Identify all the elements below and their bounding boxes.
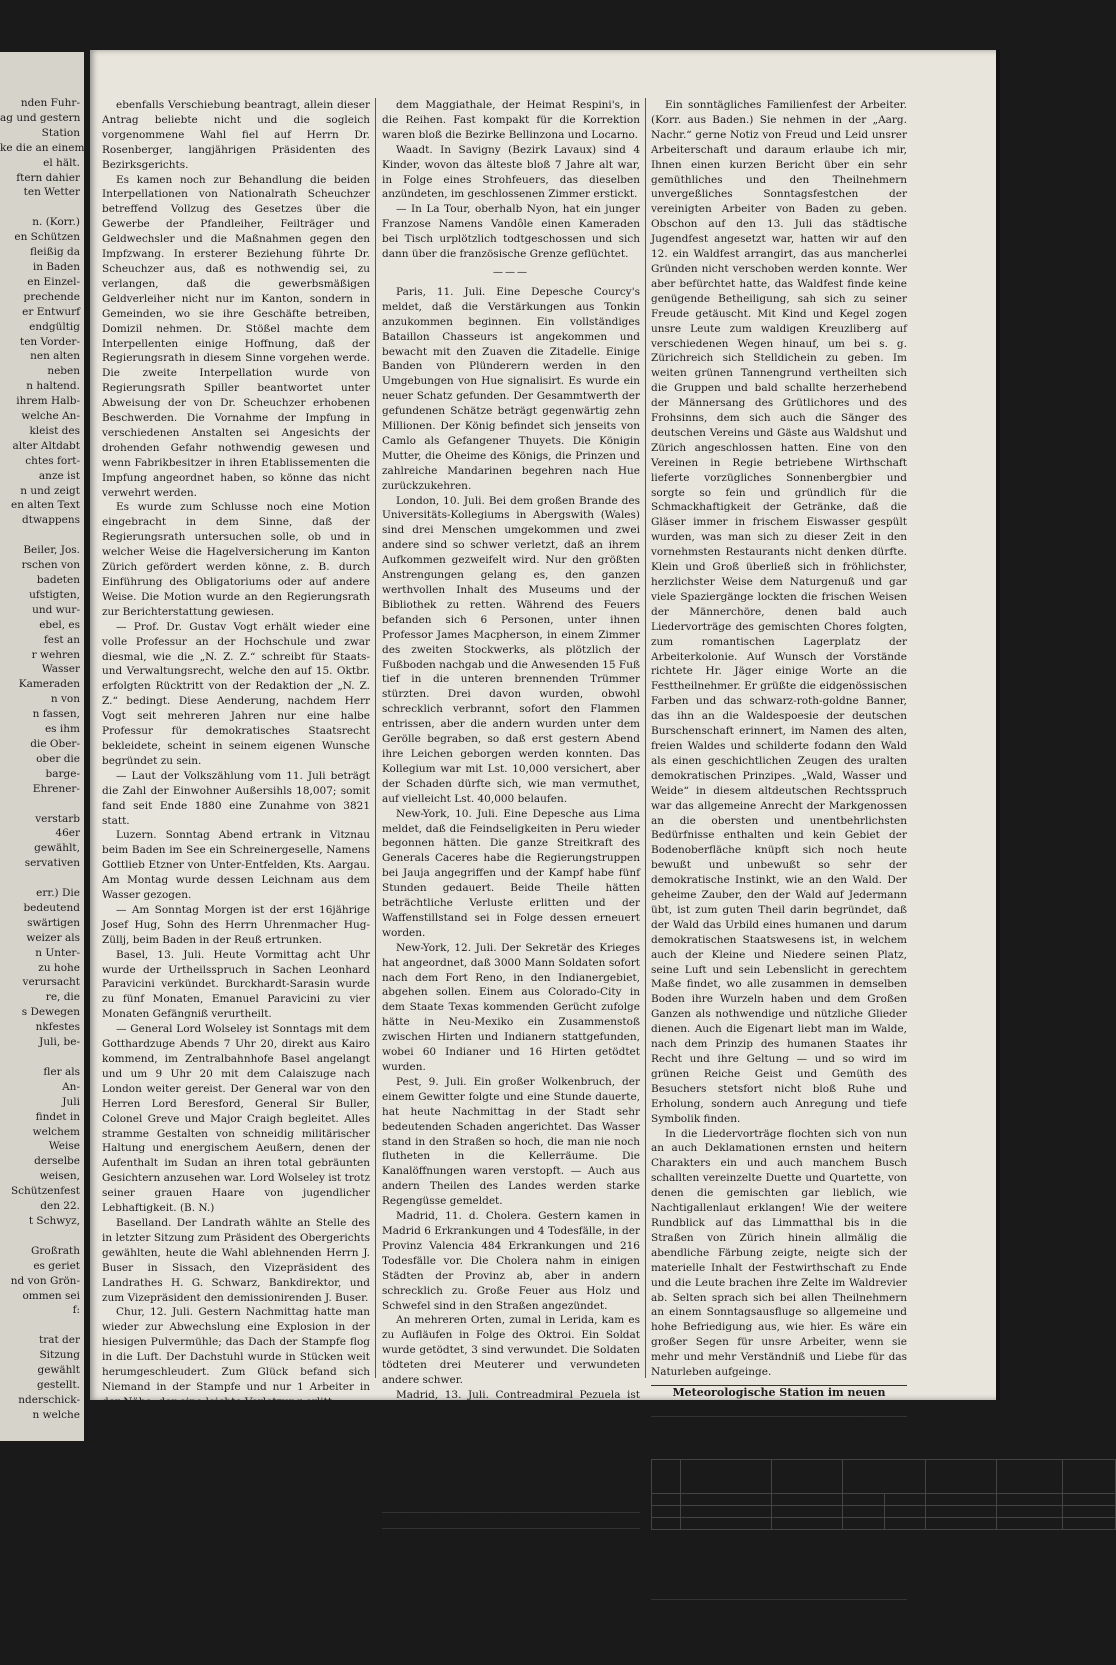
scan-edge	[996, 50, 1000, 1400]
article-paragraph: Es kamen noch zur Behandlung die beiden Interpellationen von Nationalrath Scheuchzer betreffend Vollzug des Gesetzes über die Gewerbe der Pfandleiher, Feilträger und Geldwechsler und die Maßnahmen gegen den Impfzwang. In ersterer Beziehung führte Dr. Scheuchzer aus, daß es nothwendig sei, zu verlangen, daß die gewerbsmäßigen Geldverleiher nicht nur im Kanton, sondern in Gemeinden, wo sie ihre Geschäfte betreiben, Domizil nehmen. Dr. Stößel machte dem Interpellenten einige Hoffnung, daß der Regierungsrath in diesem Sinne vorgehen werde. Die zweite Interpellation wurde von Regierungsrath Spiller beantwortet unter Abweisung der von Dr. Scheuchzer erhobenen Beschwerden. Die Vornahme der Impfung in verschiedenen Anstalten sei Angesichts der drohenden Gefahr nothwendig gewesen und wenn Fabrikbesitzer in ihren Etablissementen die Impfung angeordnet haben, so könne das nicht verwehrt werden.	[102, 173, 370, 499]
meteo-cell: 14.	[652, 1518, 681, 1530]
left-fragment-line: verstarb	[35, 812, 80, 825]
left-fragment-line: den 22.	[40, 1200, 80, 1213]
meteo-cell: 57	[997, 1518, 1062, 1530]
article-paragraph: — Am Sonntag Morgen ist der erst 16jährige Josef Hug, Sohn des Herrn Uhrenmacher Hug-Züllj, beim Baden in der Reuß ertrunken.	[102, 903, 370, 946]
article-paragraph: Madrid, 13. Juli. Contreadmiral Pezuela ist zum Marineminister und General Villaverde, der Civilgouverneur von Madrid, zum Minister des Innern ernannt worden. — Gestern sind in Spanien an der Cholera 1197 Erkrankungen und 588 Todesfälle vorgekommen, von letzteren 6 in Madrid, 109 in der Provinz Murcia und 296 in der Provinz Valencia.	[382, 1388, 640, 1506]
column-rule	[375, 98, 376, 1378]
meteo-cell: l.bwlkt	[1062, 1518, 1116, 1530]
left-fragment-line: fler als	[43, 1065, 80, 1078]
left-fragment-line: n von	[50, 693, 80, 706]
article-paragraph: Madrid, 11. d. Cholera. Gestern kamen in Madrid 6 Erkrankungen und 4 Todesfälle, in der Provinz Valencia 484 Erkrankungen und 216 Todesfälle vor. Die Cholera nahm in einigen Städten der Provinz ab, aber in andern schrecklich zu. Große Feuer aus Holz und Schwefel sind in den Straßen angezündet.	[382, 1210, 640, 1312]
meteo-column-header: Thermometer	[772, 1460, 843, 1494]
left-fragment-line: anze ist	[38, 469, 80, 482]
meteo-cell: 734,8	[843, 1506, 885, 1518]
left-fragment-line: re, die	[45, 991, 80, 1004]
left-fragment-line: n fassen,	[32, 708, 80, 721]
article-paragraph: — General Lord Wolseley ist Sonntags mit dem Gotthardzuge Abends 7 Uhr 20, direkt aus Kairo kommend, im Zentralbahnhofe Basel angelangt und um 9 Uhr 20 mit dem Calaiszuge nach London weiter gereist. Der General war von den Herren Lord Beresford, General Sir Buller, Colonel Greve und Major Craigh begleitet. Alles stramme Gestalten von schneidig militärischer Haltung und energischem Aeußern, denen der Aufenthalt im Sudan an ihren total gebräunten Gesichtern anzusehen war. Lord Wolseley ist trotz seiner grauen Haare von jugendlicher Lebhaftigkeit. (B. N.)	[102, 1023, 370, 1215]
left-fragment-line: Ehrener-	[32, 782, 80, 795]
left-fragment-line: ten Vorder-	[20, 335, 80, 348]
article-paragraph: Luzern. Sonntag Abend ertrank in Vitznau beim Baden im See ein Schreinergeselle, Namens Gottlieb Etzner von Unter-Entfelden, Kts. Aargau. Am Montag wurde dessen Leichnam aus dem Wasser gezogen.	[102, 829, 370, 902]
left-fragment-line: ebel, es	[39, 618, 80, 631]
article-paragraph: Bellinzona, 13. Juli. Die Gegner des Spezialgesetzes betreffend Eindämmung des Tessin fiebern überall den mit ca. 3600 Stimmen Mehr errungenen Sieg. Neben den beinahe einstimmigen Bezirken Mendrisio und Lugano stellten sich auch sehr zahlreiche Minoritäten aus den Thälern Leventina, Blenio und Riviera ein, selbst aus	[102, 1470, 370, 1587]
article-paragraph: Ein sonntägliches Familienfest der Arbeiter. (Korr. aus Baden.) Sie nehmen in der „Aarg. Nachr.“ gerne Notiz von Freud und Leid unsrer Arbeiterschaft und daraum erlaube ich mir, Ihnen einen kurzen Bericht über ein sehr gemüthliches und den Theilnehmern unvergeßliches Sonntagsfestchen der vereinigten Arbeiter von Baden zu geben. Obschon auf den 13. Juli das städtische Jugendfest angesetzt war, hatten wir auf den 12. ein Waldfest arrangirt, das aus mancherlei Gründen nicht verschoben werden konnte. Wer aber befürchtet hatte, das Waldfest finde keine genügende Betheiligung, sah sich zu seiner Freude getäuscht. Mit Kind und Kegel zogen unsre Leute zum waldigen Kreuzliberg auf verschiedenen Wegen hinauf, um bei s. g. Zürichreich sich Stelldichein zu geben. Im weiten grünen Tannengrund vertheilten sich die Gruppen und bald schallte herzerhebend der Männersang des Grütlichores und des Frohsinns, dem sich auch die Sänger des deutschen Vereins und Gäste aus Waldshut und Zürich angeschlossen hatten. Eine von den Vereinen in Regie betriebene Wirthschaft lieferte vorzügliches Sonnenbergbier und sorgte so fein und gründlich für die Schmackhaftigkeit der Getränke, daß die Gläser immer in frischem Eiswasser gespült wurden, was man sich zu dieser Zeit in den vornehmsten Restaurants nicht denken dürfte. Klein und Groß überließ sich in fröhlichster, herzlichster Weise dem Naturgenuß und gar viele Spaziergänge lockten die frischen Weisen der Männerchöre, denen bald auch Liedervorträge des gemischten Chores folgten, zum romantischen Lagerplatz der Arbeiterkolonie. Auf Wunsch der Vorstände richtete Hr. Jäger einige Worte an die Festtheilnehmer. Er grüßte die eidgenössischen Farben und das schwarz-roth-goldne Banner, das ihn an die Waldespoesie der deutschen Burschenschaft erinnert, im Namen des alten, freien Waldes und schilderte fodann den Wald als einen geschichtlichen Zeugen des uralten demokratischen Prinzipes. „Wald, Wasser und Weide“ in diesem altdeutschen Rechtsspruch war das allgemeine Anrecht der Markgenossen an die obersten und unentbehrlichsten Bedürfnisse enthalten und kein Gebiet der Bodenoberfläche knüpft sich noch heute bewußt und unbewußt so sehr der demokratische Instinkt, wie an den Wald. Der geheime Zauber, den der Wald auf Jedermann übt, ist zum guten Theil darin begründet, daß der Wald das Urbild eines humanen und darum demokratischen Staatswesens ist, in welchem auch der Kleine und Niedere seinen Platz, seine Luft und sein Lebenslicht in gerechtem Maße findet, wo alle zusammen in demselben Boden ihre Wurzeln haben und dem Großen Ganzen als nothwendige und nützliche Glieder dienen. Auch die Eigenart liebt man im Walde, nach dem Prinzip des humanen Staates ihr Recht und ihre Geltung — und so wird im grünen Reiche Geist und Gemüth des Besuchers stetsfort nicht bloß Ruhe und Erholung, sondern auch Anregung und tiefe Symbolik finden.	[651, 99, 907, 1125]
article-paragraph: ebenfalls Verschiebung beantragt, allein dieser Antrag beliebte nicht und die sogleich vorgenommene Wahl fiel auf Herrn Dr. Rosenberger, langjährigen Präsidenten des Bezirksgerichts.	[102, 99, 370, 171]
left-fragment-line: prechende	[23, 290, 80, 303]
notice-heading: Ausschreibungen erledigter eidg. Stellen.	[382, 1512, 640, 1529]
left-fragment-line: nderschick-	[18, 1393, 80, 1406]
left-fragment-line: 46er	[55, 827, 80, 840]
left-fragment-line: ommen sei	[22, 1289, 80, 1302]
article-paragraph: Basel, 13. Juli. Heute Vormittag acht Uhr wurde der Urtheilsspruch in Sachen Leonhard Paravicini verkündet. Burckhardt-Sarasin wurde zu fünf Monaten, Emanuel Paravicini zu vier Monaten Gefängniß verurtheilt.	[102, 948, 370, 1021]
left-fragment-line: derselbe	[34, 1155, 80, 1168]
article-paragraph: Baselland. Der Landrath wählte an Stelle des in letzter Sitzung zum Präsident des Obergerichts gewählten, heute die Wahl ablehnenden Herrn J. Buser in Sissach, den Vizepräsident des Landrathes H. G. Schwarz, Bankdirektor, und zum Vizepräsident den demissionirenden J. Buser.	[102, 1216, 370, 1304]
left-fragment-line: r wehren	[31, 648, 80, 661]
left-fragment-line: Juli, be-	[39, 1036, 80, 1049]
column-3	[651, 98, 1114, 1665]
left-fragment-line: swärtigen	[27, 916, 80, 929]
left-fragment-line: en Schützen	[14, 231, 80, 244]
meteo-column-header: Witterung	[1062, 1460, 1116, 1494]
meteo-minimum: Minimum + 16,7° C.	[729, 1570, 829, 1582]
meteo-precipitation: Niederschlag. Gemessen 7 Uhr früh: 0,4 mm.	[651, 1583, 873, 1595]
left-fragment-line: welche An-	[21, 410, 80, 423]
article-paragraph: An mehreren Orten, zumal in Lerida, kam es zu Aufläufen in Folge des Oktroi. Ein Soldat wurde getödtet, 3 sind verwundet. Die Soldaten tödteten drei Meuterer und verwundeten andere schwer.	[382, 1314, 640, 1387]
left-fragment-line: in Baden	[32, 260, 80, 273]
left-fragment-line: Sitzung	[39, 1349, 80, 1362]
column-1	[102, 98, 370, 1589]
left-fragment-line: en Einzel-	[27, 275, 80, 288]
left-fragment-line: er Entwurf	[22, 305, 80, 318]
left-fragment-line: An-	[62, 1080, 80, 1093]
meteo-cell: 763,7	[884, 1518, 926, 1530]
meteo-heading: Meteorologische Station im neuen Quartier zu Aarau.	[651, 1385, 907, 1417]
left-fragment-line: en alten Text	[10, 499, 80, 512]
left-fragment-line: n welche	[32, 1408, 80, 1421]
meteo-column-header: Barometerstand i. mm. Abgel. *Reduz.	[843, 1460, 926, 1494]
article-paragraph: New-York, 12. Juli. Der Sekretär des Krieges hat angeordnet, daß 3000 Mann Soldaten sofort nach dem Fort Reno, in den Indianergebiet, abgehen sollen. Einem aus Colorado-City in dem Staate Texas kommenden Gerücht zufolge hätte in Neu-Mexiko ein Zusammenstoß zwischen Hirten und Indianern stattgefunden, wobei 60 Indianer und 16 Hirten getödtet wurden.	[382, 941, 640, 1073]
left-fragment-line: ftern dahier	[16, 171, 80, 184]
left-fragment-line: endgültig	[29, 320, 80, 333]
left-fragment-line: err.) Die	[36, 887, 80, 900]
left-fragment-line: weizer als	[26, 931, 80, 944]
left-fragment-line: Station	[41, 126, 80, 139]
article-paragraph: Waadt. In Savigny (Bezirk Lavaux) sind 4 Kinder, wovon das älteste bloß 7 Jahre alt war, in Folge eines Strohfeuers, das dieselben anzündeten, im geschlossenen Zimmer erstickt.	[382, 143, 640, 201]
meteo-cell: 731,7	[843, 1518, 885, 1530]
left-fragment-line	[0, 528, 84, 543]
column-2	[382, 98, 640, 1659]
left-fragment-line: gestellt.	[36, 1378, 80, 1391]
paris-observatory-forecast: Muthmaßliche Witterung: Veränderlicher Wind schön; Gewitter; Temperatur wie bisher.	[651, 1615, 907, 1639]
left-page-fragment	[0, 52, 84, 1441]
meteo-row	[652, 1518, 1116, 1530]
left-fragment-line	[0, 1050, 84, 1065]
left-fragment-line: Juli	[62, 1095, 80, 1108]
meteo-cell: Abends 9	[681, 1506, 772, 1518]
meteo-maximum: Beobachtung um 7 Uhr früh: Maximum + 24,9° C.	[651, 1558, 897, 1570]
left-fragment-line: chtes fort-	[25, 454, 80, 467]
left-fragment-line: nkfestes	[35, 1021, 80, 1034]
left-fragment-line: alter Altdabt	[12, 439, 80, 452]
meteo-cell: 730,5	[843, 1494, 885, 1506]
left-fragment-line	[0, 797, 84, 812]
meteo-cell: +19,6	[772, 1518, 843, 1530]
left-fragment-line: Kameraden	[18, 678, 80, 691]
left-fragment-line: nen alten	[30, 350, 80, 363]
meteo-altitude: Meereshöhe des Beobachtungsortes 397,6 m.	[667, 1418, 891, 1430]
meteo-minmax-title: Maximum u. Minimum Thermometer seit 24 Stunden.	[651, 1533, 907, 1557]
left-fragment-line: dtwappens	[22, 514, 80, 527]
article-paragraph: — Laut der Volkszählung vom 11. Juli beträgt die Zahl der Einwohner Außersihls 18,007; somit fand seit Ende 1880 eine Zunahme von 3821 statt.	[102, 769, 370, 827]
left-fragment-line: Beiler, Jos.	[23, 544, 80, 557]
left-fragment-line: rschen von	[21, 559, 80, 572]
meteo-cell: SE₀	[926, 1506, 997, 1518]
left-fragment-line: t Schwyz,	[28, 1214, 80, 1227]
left-fragment-line: es ihm	[44, 723, 80, 736]
left-fragment-line: n Unter-	[35, 946, 80, 959]
aare-temperature-title: Aarwärme vom 12. Juli 1885.	[433, 1630, 589, 1642]
left-fragment-line: n und zeigt	[20, 484, 80, 497]
article-paragraph: London, 10. Juli. Bei dem großen Brande des Universitäts-Kollegiums in Abergswith (Wales) sind drei Menschen umgekommen und zwei andere sind so schwer verletzt, daß an ihrem Aufkommen gezweifelt wird. Nur den größten Anstrengungen gelang es, den ganzen werthvollen Inhalt des Museums und der Bibliothek zu retten. Während des Feuers befanden sich 6 Personen, unter ihnen Professor James Macpherson, in einem Zimmer des zweiten Stockwerks, als plötzlich der Fußboden nachgab und die Anwesenden 15 Fuß tief in die unteren brennenden Trümmer stürzten. Drei davon wurden, obwohl schrecklich verbrannt, sofort den Flammen entrissen, aber die andern wurden unter dem Gerölle begraben, so daß erst gestern Abend ihre Leichen geborgen werden konnten. Das Kollegium war mit Lst. 10,000 versichert, aber der Schaden dürfte sich, wie man vermuthet, auf vielleicht Lst. 40,000 belaufen.	[382, 494, 640, 805]
meteo-row	[652, 1506, 1116, 1518]
article-paragraph: dem Maggiathale, der Heimat Respini's, in die Reihen. Fast kompakt für die Korrektion waren bloß die Bezirke Bellinzona und Locarno.	[382, 99, 640, 141]
left-fragment-line: nd von Grön-	[10, 1274, 80, 1287]
left-fragment-line: barge-	[45, 767, 80, 780]
left-fragment-line: badeten	[36, 574, 80, 586]
left-fragment-line: ober die	[36, 752, 80, 765]
paris-observatory-title: Pariser Observatorium vom 13. Juli 1885.	[651, 1602, 874, 1614]
left-fragment-line: kleist des	[29, 424, 80, 437]
left-fragment-line: f:	[72, 1304, 80, 1317]
left-fragment-line: Großrath	[30, 1244, 80, 1257]
left-fragment-line: weisen,	[39, 1170, 80, 1183]
meteo-cell: Morg. 7	[681, 1518, 772, 1530]
left-fragment-line: el hält.	[43, 156, 80, 169]
meteo-cell: 762,3	[884, 1494, 926, 1506]
left-fragment-line: n. (Korr.)	[32, 216, 80, 229]
meteo-cell: s.bwlkt	[1062, 1506, 1116, 1518]
left-fragment-line: bedeutend	[23, 901, 80, 914]
meteo-column-header: Beobachtungszeit	[681, 1460, 772, 1494]
meteo-column-header: Windrichtung und Stärke	[926, 1460, 997, 1494]
left-fragment-line: zu hohe	[38, 961, 80, 974]
meteo-cell: l.bwlkt	[1062, 1494, 1116, 1506]
meteo-cell: 80	[997, 1506, 1062, 1518]
article-paragraph: Pest, 9. Juli. Ein großer Wolkenbruch, der einem Gewitter folgte und eine Stunde dauerte, hat heute Nachmittag in der Stadt sehr bedeutenden Schaden angerichtet. Das Wasser stand in den Straßen so hoch, die man nie noch flutheten in die Kellerräume. Die Kanalöffnungen waren verstopft. — Auch aus andern Theilen des Landes werden starke Regengüsse gemeldet.	[382, 1075, 640, 1208]
left-fragment-line: Wasser	[41, 663, 80, 676]
left-fragment-line: ke die an einem	[0, 141, 85, 154]
column-rule	[645, 98, 646, 1378]
article-paragraph: New-York, 10. Juli. Eine Depesche aus Lima meldet, daß die Feindseligkeiten in Peru wieder begonnen hätten. Die ganze Streitkraft des Generals Caceres habe die Regierungstruppen bei Jauja angegriffen und der Kampf habe fünf Stunden gedauert. Beide Theile hätten beträchtliche Verluste erlitten und der Waffenstillstand sei in Folge dessen erneuert worden.	[382, 807, 640, 939]
article-paragraph: — Prof. Dr. Gustav Vogt erhält wieder eine volle Professur an der Hochschule und zwar diesmal, wie die „N. Z. Z.“ schreibt für Staats- und Verwaltungsrecht, welche den auf 15. Oktbr. erfolgten Rücktritt von der Redaktion der „N. Z. Z.“ bedingt. Diese Aenderung, nachdem Herr Vogt seit mehreren Jahren nur eine halbe Professur für demokratisches Staatsrecht bekleidete, scheint in seinem eigenen Wunsche begründet zu sein.	[102, 620, 370, 767]
article-paragraph: — In La Tour, oberhalb Nyon, hat ein junger Franzose Namens Vandôle einen Kameraden bei Tisch urplötzlich todtgeschossen und sich dann über die französische Grenze geflüchtet.	[382, 203, 640, 261]
meteo-cell: NW¹/₂	[926, 1494, 997, 1506]
left-fragment-line: fest an	[43, 633, 80, 646]
meteo-table	[651, 1459, 1116, 1530]
left-fragment-line: ten Wetter	[23, 186, 80, 199]
divider: ———	[493, 266, 529, 278]
left-fragment-line: ufstigten,	[29, 588, 80, 601]
meteo-means: Mittlerer Barometerstand 727,8 mm. —Mittlere Jahrestemperatur + 8,2° Cels.	[662, 1431, 896, 1455]
meteo-column-header: Relative Feuchtigkeit	[997, 1460, 1062, 1494]
article-paragraph: In die Liedervorträge flochten sich von nun an auch Deklamationen ernsten und heitern Charakters ein und auch manchem Busch schallten vereinzelte Duette und Quartette, von denen die gemischten gar lieblich, wie Nachtigallenlaut erklangen! Wie der weitere Rundblick auf das Limmatthal bis in die Straßen von Zürich hinein allmälig die abendliche Färbung zeigte, neigte sich der materielle Inhalt der Festwirthschaft zu Ende und die Leute brachen ihre Zelte im Waldrevier ab. Selten sprach sich bei allen Theilnehmern an einem Sonntagsausfluge so allgemeine und hohe Befriedigung aus, wie hier. Es wäre ein großer Segen für unsre Arbeiter, wenn sie mehr und mehr Verständniß und Liebe für das Naturleben aufgeinge.	[651, 1127, 907, 1379]
zurich-forecast-title: Zürcher Witterungsaussichten für den 14. Juli.	[651, 1640, 904, 1652]
newspaper-page	[90, 50, 1114, 1664]
left-fragment-line: n haltend.	[26, 380, 80, 393]
meteo-column-header: 1885 Juli	[652, 1460, 681, 1494]
meteo-cell: 38	[997, 1494, 1062, 1506]
article-paragraph: Paris, 11. Juli. Eine Depesche Courcy's meldet, daß die Verstärkungen aus Tonkin anzukommen beginnen. Ein vollständiges Bataillon Chasseurs ist angekommen und bewacht mit den Zuaven die Zitadelle. Einige Banden von Plünderern werden in den Umgebungen von Hue signalisirt. Es wurde ein neuer Schatz gefunden. Der Gesammtwerth der gefundenen Schätze beträgt gegenwärtig zehn Millionen. Der König befindet sich jenseits von Camlo als Gefangener Thuyets. Die Königin Mutter, die Oheime des Königs, die Prinzen und zahlreiche Mandarinen begehren nach Hue zurückzukehren.	[382, 285, 640, 492]
zurich-forecast-text: Leicht bewölkt, warm, gewitterhaft.	[691, 1652, 867, 1664]
left-fragment-line	[0, 1229, 84, 1244]
left-fragment-line: gewählt,	[34, 842, 80, 855]
left-fragment-line: und wur-	[32, 603, 80, 616]
left-fragment-line: s Dewegen	[21, 1006, 80, 1019]
left-fragment-line: ihrem Halb-	[16, 395, 80, 408]
article-paragraph: Chur, 12. Juli. Gestern Nachmittag hatte man wieder zur Abwechslung eine Explosion in der hiesigen Pulvermühle; das Dach der Stampfe flog in die Luft. Der Dachstuhl wurde in Stücken weit herumgeschleudert. Zum Glück befand sich Niemand in der Stampfe und nur 1 Arbeiter in der Nähe, der eine leichte Verletzung erlitt.	[102, 1306, 370, 1408]
left-fragment-line: es geriet	[33, 1259, 80, 1272]
left-fragment-line: ag und gestern	[0, 111, 81, 124]
left-fragment-line: fleißig da	[30, 246, 80, 259]
left-fragment-line	[0, 200, 84, 215]
meteo-cell: +21,7	[772, 1506, 843, 1518]
left-fragment-line	[0, 1318, 84, 1333]
left-fragment-line: findet in	[35, 1110, 80, 1123]
article-paragraph: Bellinzona, 12. Juli. Mit großer Mehrheit ist das Spezialgesetz betreffend die Tessinkorrektion in der heutigen Volksabstimmung verworfen worden.	[102, 1410, 370, 1468]
left-fragment-line: welchem	[32, 1125, 80, 1138]
left-fragment-line: verursacht	[22, 976, 80, 989]
meteo-cell: 13.	[652, 1494, 681, 1506]
notice-text: Infolge Todesfall ist die Stelle eines Sekretärs des Oberinstruktors der Artillerie mit einer Jahresbesoldung von im Maximum 2800 Fr. neu zu besetzen. Bewerber um diese Stelle haben ihre Anmeldung bis zum 20. d. dem eidgenössischen Militärdepartement einzureichen.	[382, 1531, 640, 1605]
left-fragment-line: gewählt	[37, 1364, 80, 1377]
meteo-cell: 13.	[652, 1506, 681, 1518]
left-fragment-line: Schützenfest	[10, 1185, 80, 1198]
meteo-cell: +24,4	[772, 1494, 843, 1506]
aare-temperature-values: Morgens: 16, Mittags: 17¹/₄, Abends: 17¹/₂° R.	[388, 1644, 634, 1657]
article-paragraph: Es wurde zum Schlusse noch eine Motion eingebracht in dem Sinne, daß der Regierungsrath untersuchen solle, ob und in welcher Weise die Hagelversicherung im Kanton Zürich gefördert werden könne, z. B. durch Einführung des Obligatoriums oder auf andere Weise. Die Motion wurde an den Regierungsrath zur Berichterstattung gewiesen.	[102, 501, 370, 618]
meteo-cell: Mittags.11.	[681, 1494, 772, 1506]
left-fragment-line: trat der	[38, 1334, 80, 1347]
left-fragment-line: neben	[47, 365, 80, 378]
left-fragment-line: nden Fuhr-	[20, 97, 80, 109]
left-fragment-line: die Ober-	[30, 737, 80, 750]
left-fragment-line	[0, 871, 84, 886]
meteo-cell: SW₀	[926, 1518, 997, 1530]
divider: ———	[493, 1611, 529, 1623]
meteo-cell: 763,4	[884, 1506, 926, 1518]
left-fragment-line: servativen	[24, 857, 80, 870]
meteo-row	[652, 1494, 1116, 1506]
left-fragment-line: Weise	[48, 1140, 80, 1153]
